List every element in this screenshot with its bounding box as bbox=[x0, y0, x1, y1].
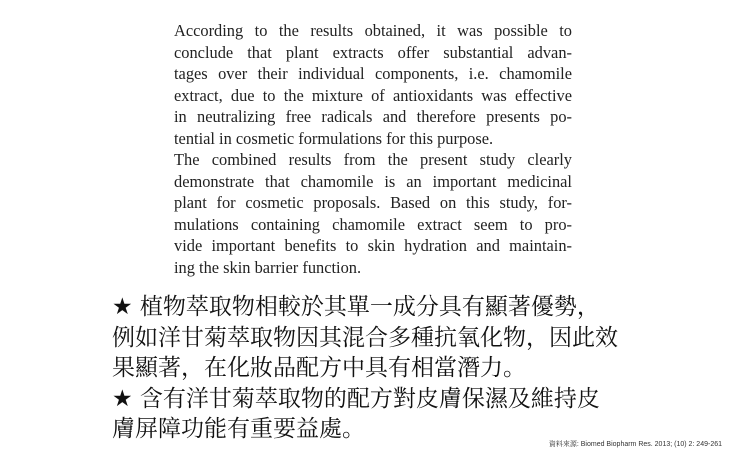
summary-line: 膚屏障功能有重要益處。 bbox=[112, 416, 365, 442]
excerpt-line: According to the results obtained, it was possible to bbox=[174, 21, 572, 40]
source-citation: 資料來源: Biomed Biopharm Res. 2013; (10) 2: 249-261 bbox=[548, 441, 722, 448]
excerpt-line: vide important benefits to skin hydration and maintain- bbox=[174, 236, 572, 255]
paper-excerpt-image bbox=[168, 14, 578, 282]
summary-line: ★ 植物萃取物相較於其單一成分具有顯著優勢， bbox=[112, 294, 600, 320]
excerpt-line: in neutralizing free radicals and therefore presents po- bbox=[174, 107, 572, 126]
excerpt-line: plant for cosmetic proposals. Based on this study, for- bbox=[174, 193, 572, 212]
excerpt-line: tential in cosmetic formulations for this purpose. bbox=[174, 128, 494, 148]
excerpt-line: extract, due to the mixture of antioxidants was effective bbox=[174, 85, 572, 105]
excerpt-line: ing the skin barrier function. bbox=[174, 257, 362, 277]
chinese-summary bbox=[112, 292, 712, 445]
summary-line: 果顯著，在化妝品配方中具有相當潛力。 bbox=[112, 355, 526, 381]
excerpt-line: demonstrate that chamomile is an important medicinal bbox=[174, 171, 572, 191]
excerpt-line: mulations containing chamomile extract seem to pro- bbox=[174, 214, 572, 234]
excerpt-line: The combined results from the present study clearly bbox=[174, 150, 572, 169]
excerpt-line: conclude that plant extracts offer substantial advan- bbox=[174, 42, 572, 62]
excerpt-line: tages over their individual components, i.e. chamomile bbox=[174, 64, 572, 83]
paper-excerpt-text bbox=[174, 20, 578, 278]
summary-line: 例如洋甘菊萃取物因其混合多種抗氧化物，因此效 bbox=[112, 324, 618, 351]
summary-line: ★ 含有洋甘菊萃取物的配方對皮膚保濕及維持皮 bbox=[112, 385, 600, 412]
